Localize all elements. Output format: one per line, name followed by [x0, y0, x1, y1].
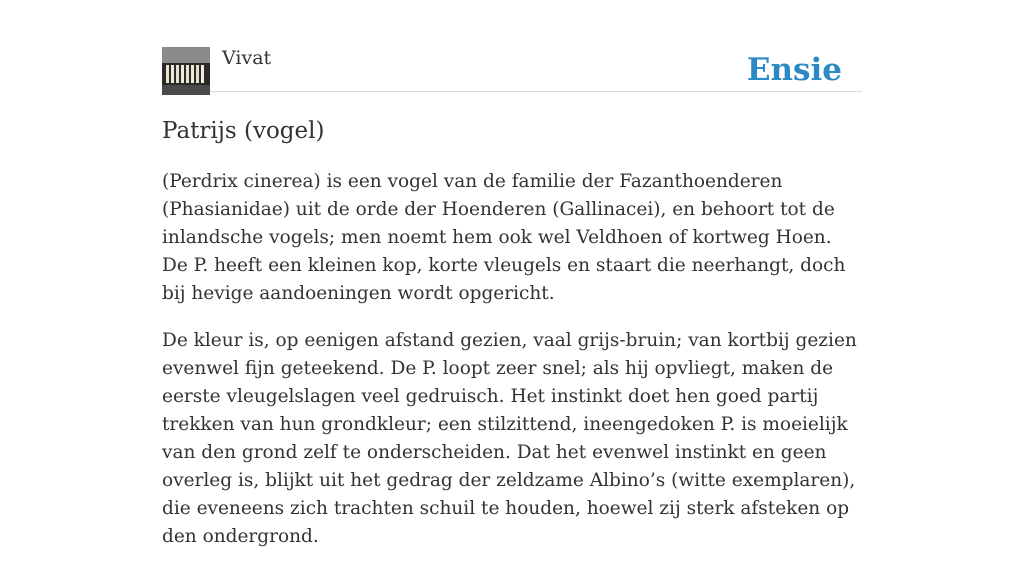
author-name[interactable]: Vivat [222, 47, 272, 69]
article-paragraph: (Perdrix cinerea) is een vogel van de familie der Fazanthoenderen (Phasianidae) uit de orde der Hoenderen (Gallinacei), en behoort tot de inlandsche vogels; men noemt hem ook wel Veldhoen of kortweg Hoen. De P. heeft een kleinen kop, korte vleugels en staart die neerhangt, doch bij hevige aandoeningen wordt opgericht. [162, 171, 846, 304]
article-body [162, 168, 862, 570]
brand-logo[interactable]: Ensie [746, 52, 842, 88]
avatar-image [162, 47, 210, 95]
page-title: Patrijs (vogel) [162, 118, 325, 144]
author-avatar[interactable] [162, 47, 210, 95]
site-header [162, 0, 862, 92]
page-container [162, 0, 862, 547]
article-paragraph: De kleur is, op eenigen afstand gezien, vaal grijs-bruin; van kortbij gezien evenwel fijn geteekend. De P. loopt zeer snel; als hij opvliegt, maken de eerste vleugelslagen veel gedruisch. Het instinkt doet hen goed partij trekken van hun grondkleur; een stilzittend, ineengedoken P. is moeielijk van den grond zelf te onderscheiden. Dat het evenwel instinkt en geen overleg is, blijkt uit het gedrag der zeldzame Albino’s (witte exemplaren), die eveneens zich trachten schuil te houden, hoewel zij sterk afsteken op den ondergrond. [162, 330, 857, 547]
